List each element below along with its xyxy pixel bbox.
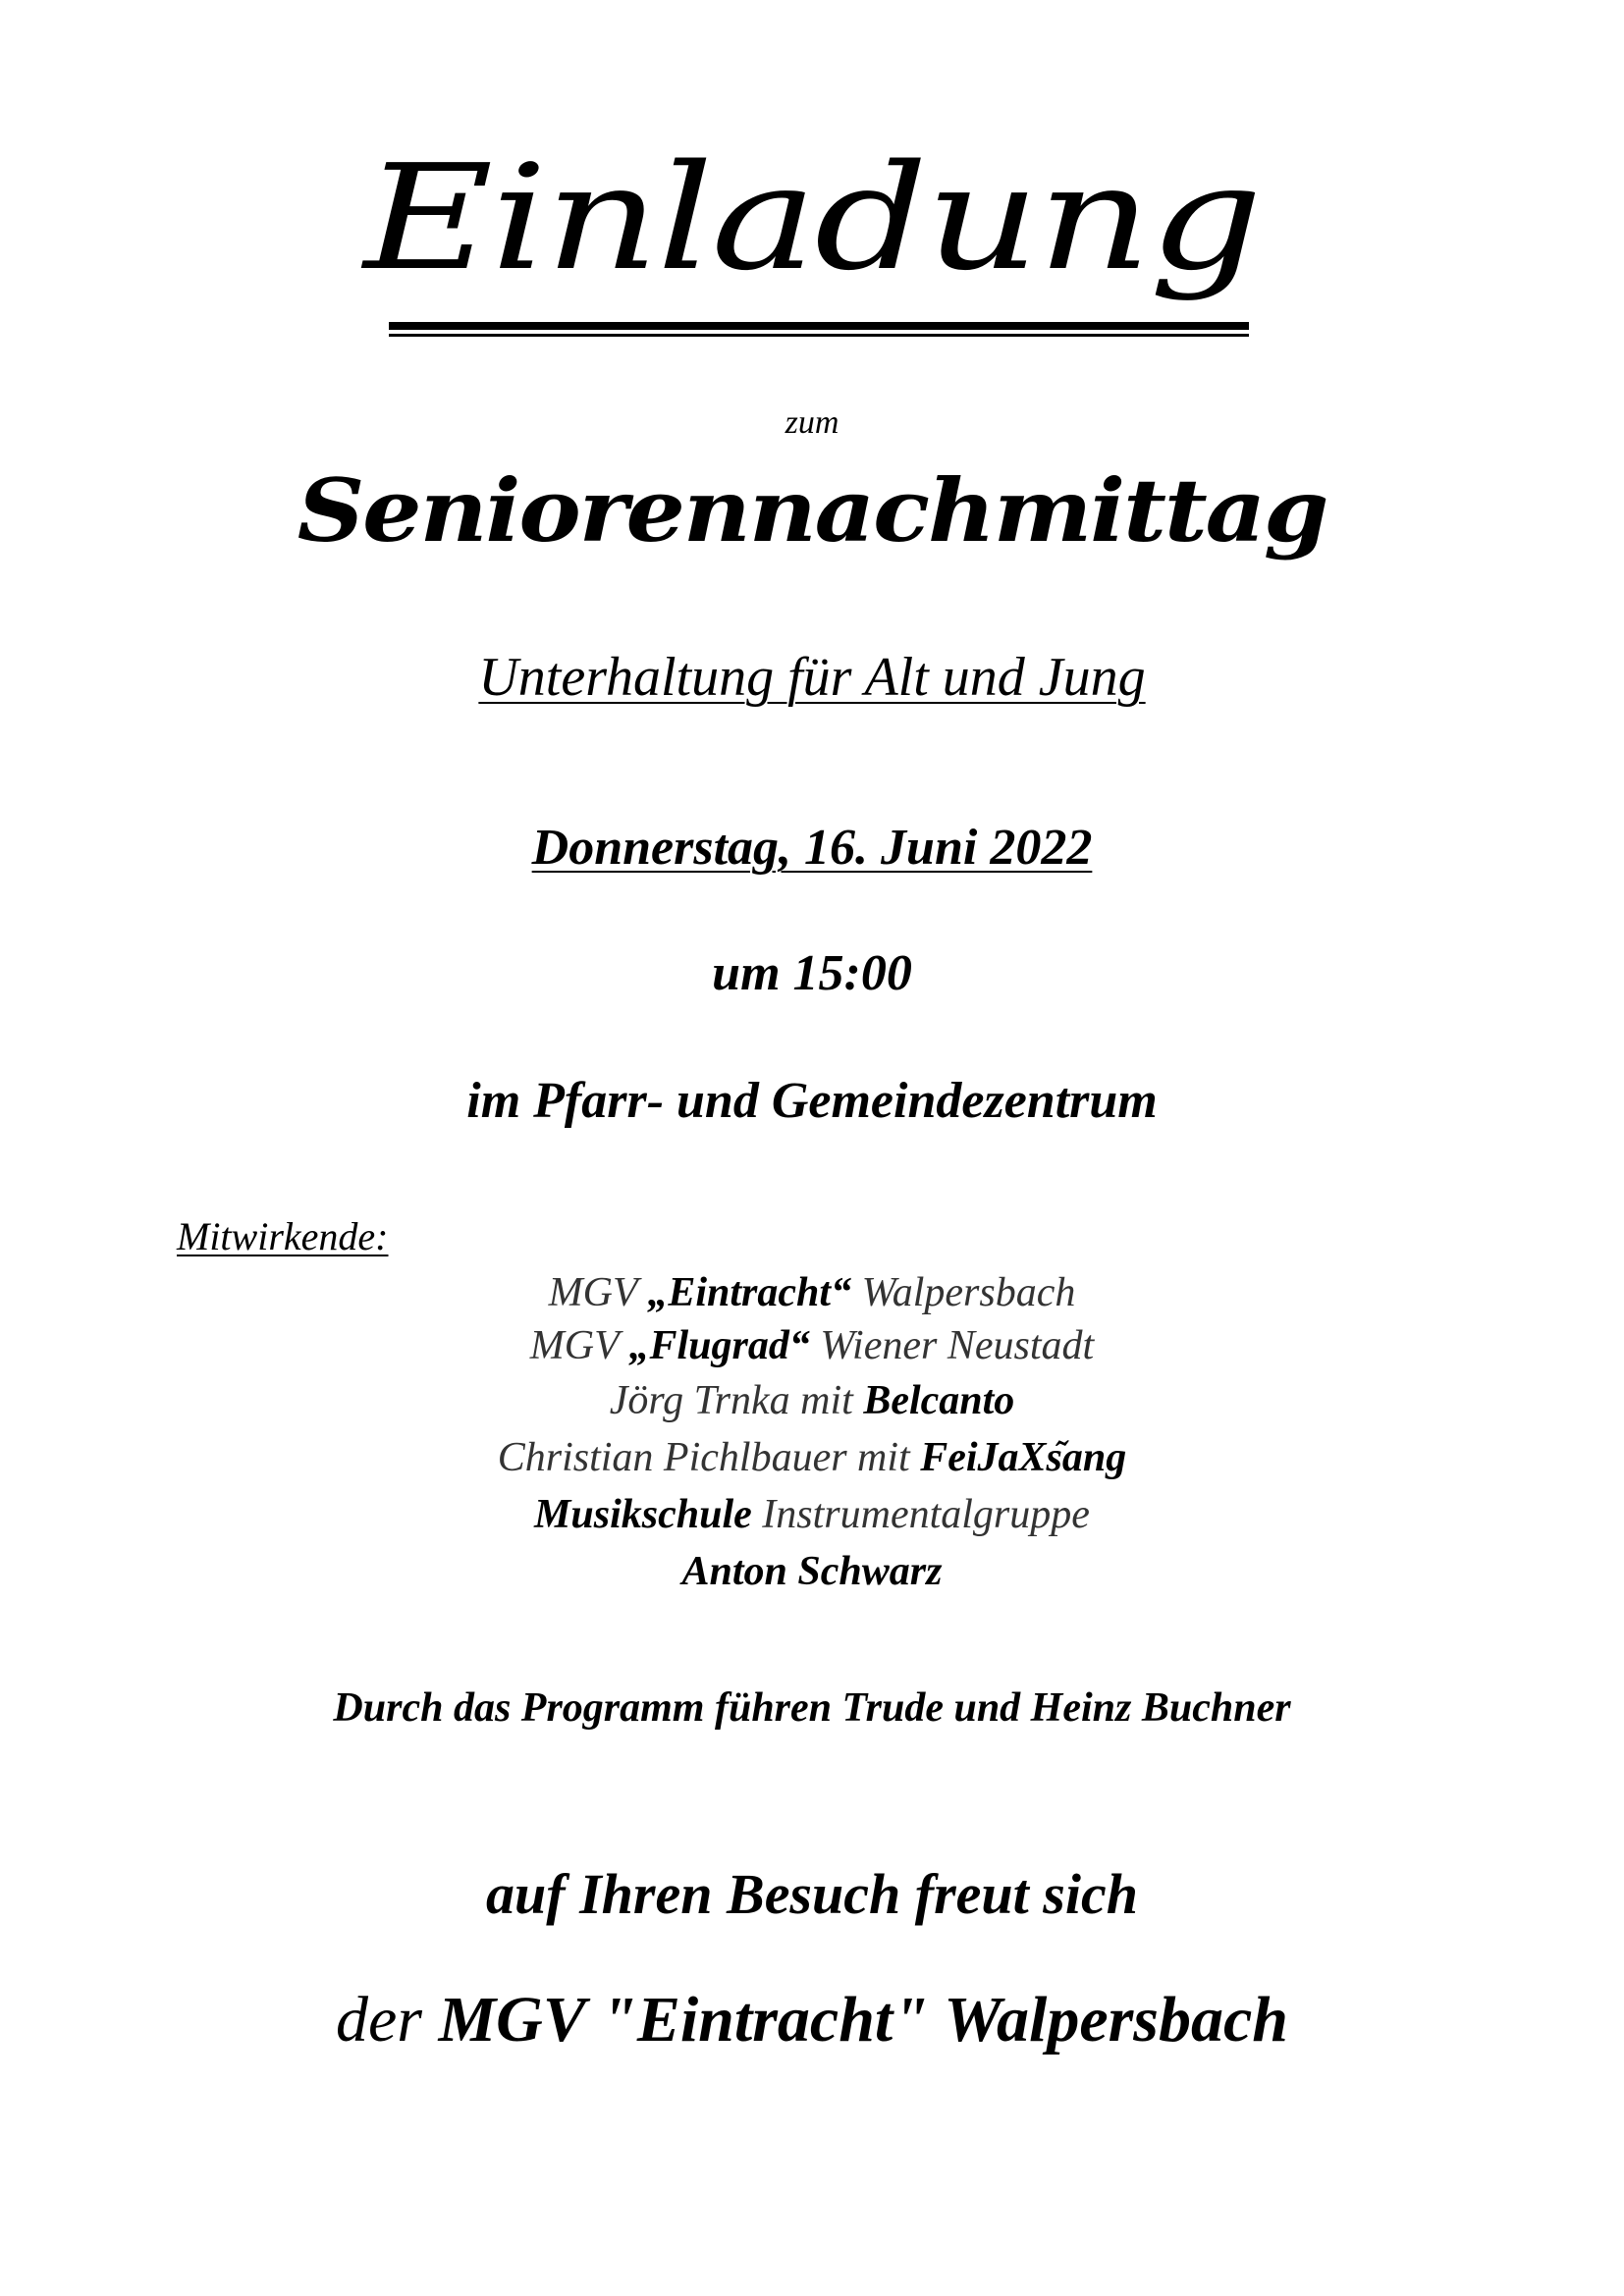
participant-text: MGV: [548, 1270, 648, 1315]
participant-text: Walpersbach: [851, 1270, 1076, 1315]
signature-organization: MGV "Eintracht" Walpersbach: [438, 1984, 1288, 2056]
closing-welcome: auf Ihren Besuch freut sich: [486, 1862, 1138, 1926]
participant-text: Instrumentalgruppe: [751, 1492, 1090, 1537]
participants-label: Mitwirkende:: [177, 1214, 389, 1258]
participant-group: „Eintracht“: [647, 1270, 852, 1315]
participant-text: Christian Pichlbauer mit: [497, 1435, 921, 1480]
connector-text: zum: [785, 404, 839, 441]
participant-line: [0, 1543, 1624, 1600]
document-title: Einladung: [363, 133, 1261, 302]
event-subtitle: Unterhaltung für Alt und Jung: [478, 647, 1146, 708]
participant-text: Wiener Neustadt: [809, 1323, 1095, 1368]
participant-text: MGV: [529, 1323, 629, 1368]
participant-group: FeiJaXs᷉ang: [920, 1435, 1127, 1480]
event-location: im Pfarr- und Gemeindezentrum: [466, 1073, 1158, 1129]
participant-group: Belcanto: [863, 1378, 1015, 1423]
participant-group: Musikschule: [534, 1492, 752, 1537]
title-underline-thin: [389, 334, 1249, 337]
participant-line: [0, 1372, 1624, 1429]
participants-list: [0, 1266, 1624, 1600]
event-time: um 15:00: [712, 945, 912, 1001]
signature-prefix: der: [336, 1984, 439, 2056]
participant-line: [0, 1429, 1624, 1486]
participant-text: Jörg Trnka mit: [609, 1378, 864, 1423]
participant-line: [0, 1319, 1624, 1372]
participant-line: [0, 1486, 1624, 1543]
participant-group: „Flugrad“: [628, 1323, 810, 1368]
event-date: Donnerstag, 16. Juni 2022: [531, 820, 1093, 876]
participant-group: Anton Schwarz: [681, 1549, 943, 1594]
closing-signature: [0, 1983, 1624, 2057]
host-line: Durch das Programm führen Trude und Heinz Buchner: [333, 1685, 1291, 1731]
title-underline-thick: [389, 322, 1249, 330]
participant-line: [0, 1266, 1624, 1319]
event-name: Seniorennachmittag: [297, 459, 1327, 561]
